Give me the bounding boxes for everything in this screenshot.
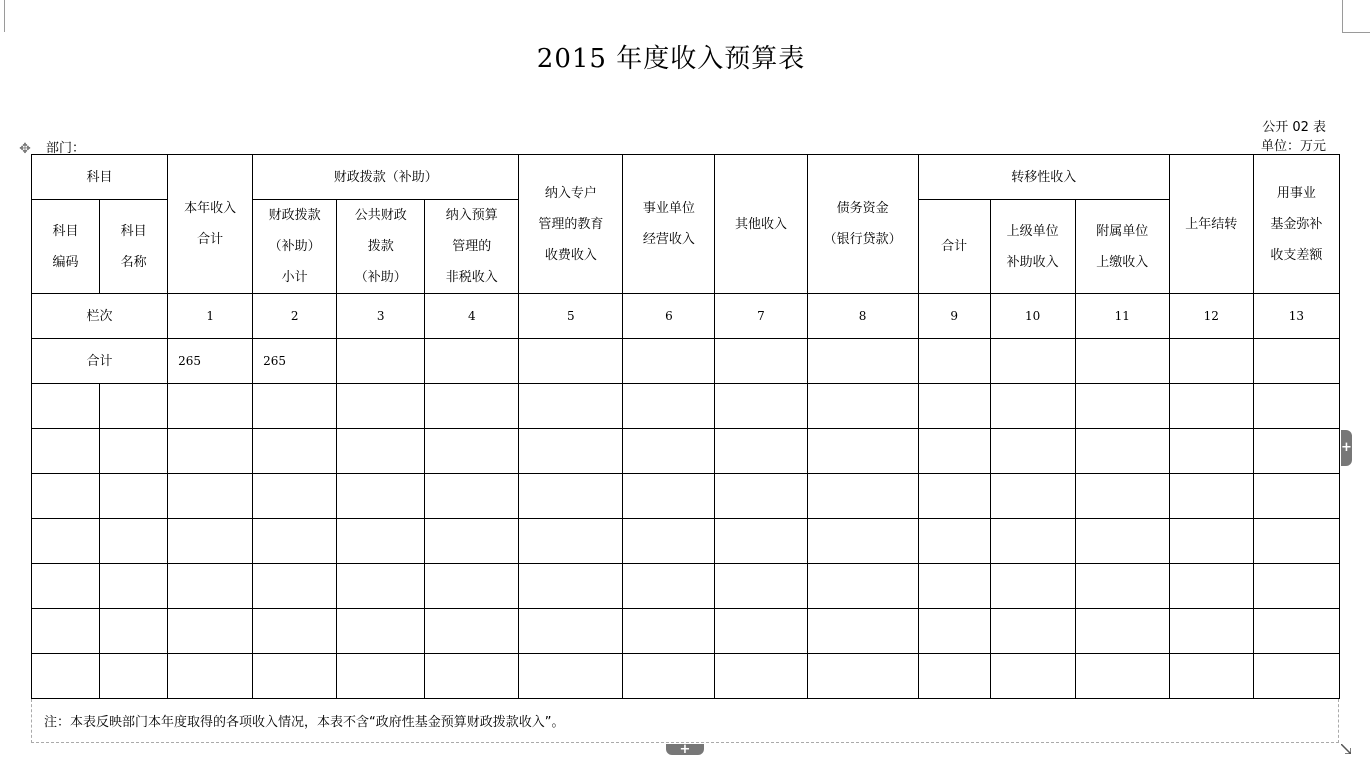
table-cell[interactable] (1075, 564, 1169, 609)
column-number-cell: 5 (519, 294, 623, 339)
table-cell[interactable] (715, 519, 807, 564)
table-cell[interactable] (715, 564, 807, 609)
table-cell[interactable] (1075, 384, 1169, 429)
table-cell[interactable] (32, 429, 100, 474)
header-transfer-total: 合计 (918, 200, 990, 294)
move-arrows-icon[interactable]: ✥ (19, 141, 31, 157)
table-cell[interactable] (990, 429, 1075, 474)
header-subject-name: 科目 名称 (100, 200, 168, 294)
table-cell[interactable] (990, 609, 1075, 654)
column-number-cell: 8 (807, 294, 918, 339)
table-cell[interactable] (519, 519, 623, 564)
plus-icon[interactable]: + (1341, 430, 1352, 466)
header-other-income: 其他收入 (715, 155, 807, 294)
total-value-cell[interactable] (990, 339, 1075, 384)
total-value-cell[interactable] (623, 339, 715, 384)
table-cell[interactable] (253, 384, 337, 429)
table-cell[interactable] (807, 609, 918, 654)
total-value-cell[interactable] (1169, 339, 1253, 384)
table-cell[interactable] (990, 384, 1075, 429)
table-cell[interactable] (807, 654, 918, 699)
total-value-cell[interactable] (519, 339, 623, 384)
table-cell[interactable] (32, 654, 100, 699)
total-value-cell[interactable] (715, 339, 807, 384)
table-cell[interactable] (715, 384, 807, 429)
table-cell[interactable] (715, 474, 807, 519)
table-cell[interactable] (425, 564, 519, 609)
table-cell[interactable] (425, 429, 519, 474)
header-debt-funds: 债务资金 （银行贷款） (807, 155, 918, 294)
total-value-cell[interactable] (425, 339, 519, 384)
column-number-cell: 1 (168, 294, 253, 339)
table-cell[interactable] (807, 474, 918, 519)
header-total-income: 本年收入 合计 (168, 155, 253, 294)
table-cell[interactable] (100, 564, 168, 609)
table-cell[interactable] (715, 654, 807, 699)
table-cell[interactable] (425, 474, 519, 519)
table-cell[interactable] (1169, 654, 1253, 699)
table-cell[interactable] (918, 519, 990, 564)
table-cell[interactable] (425, 654, 519, 699)
table-cell[interactable] (990, 519, 1075, 564)
table-cell[interactable] (807, 519, 918, 564)
table-cell[interactable] (425, 384, 519, 429)
column-row-label: 栏次 (32, 294, 168, 339)
table-cell[interactable] (253, 654, 337, 699)
table-cell[interactable] (337, 564, 425, 609)
table-cell[interactable] (715, 429, 807, 474)
header-business-income: 事业单位 经营收入 (623, 155, 715, 294)
column-number-cell: 11 (1075, 294, 1169, 339)
table-row (32, 474, 1340, 519)
table-cell[interactable] (1075, 429, 1169, 474)
table-cell[interactable] (100, 429, 168, 474)
table-cell[interactable] (253, 564, 337, 609)
table-cell[interactable] (918, 609, 990, 654)
total-value-cell[interactable] (337, 339, 425, 384)
table-cell[interactable] (253, 519, 337, 564)
table-cell[interactable] (100, 474, 168, 519)
table-cell[interactable] (918, 384, 990, 429)
table-cell[interactable] (807, 429, 918, 474)
table-cell[interactable] (168, 474, 253, 519)
table-cell[interactable] (100, 654, 168, 699)
table-cell[interactable] (1169, 564, 1253, 609)
header-transfer-income: 转移性收入 (918, 155, 1169, 200)
table-cell[interactable] (519, 564, 623, 609)
table-cell[interactable] (1169, 474, 1253, 519)
table-cell[interactable] (623, 654, 715, 699)
page-corner-mark-right (1342, 0, 1370, 33)
table-cell[interactable] (1253, 384, 1339, 429)
table-cell[interactable] (715, 609, 807, 654)
total-value-cell[interactable] (1253, 339, 1339, 384)
table-cell[interactable] (337, 654, 425, 699)
column-number-cell: 12 (1169, 294, 1253, 339)
table-cell[interactable] (337, 474, 425, 519)
table-cell[interactable] (32, 384, 100, 429)
table-cell[interactable] (253, 429, 337, 474)
budget-table (31, 154, 1340, 699)
header-public-fiscal: 公共财政 拨款 （补助） (337, 200, 425, 294)
department-label: 部门： (46, 141, 86, 156)
total-value-cell[interactable]: 265 (168, 339, 253, 384)
column-number-cell: 13 (1253, 294, 1339, 339)
table-cell[interactable] (1075, 474, 1169, 519)
table-cell[interactable] (519, 609, 623, 654)
total-row-label: 合计 (32, 339, 168, 384)
table-cell[interactable] (168, 654, 253, 699)
table-cell[interactable] (1253, 429, 1339, 474)
header-education-fees: 纳入专户 管理的教育 收费收入 (519, 155, 623, 294)
table-cell[interactable] (519, 474, 623, 519)
total-value-cell[interactable]: 265 (253, 339, 337, 384)
total-value-cell[interactable] (918, 339, 990, 384)
table-cell[interactable] (32, 474, 100, 519)
table-cell[interactable] (168, 519, 253, 564)
table-cell[interactable] (807, 384, 918, 429)
note-box (31, 699, 1339, 743)
header-prior-year-balance: 上年结转 (1169, 155, 1253, 294)
table-cell[interactable] (1169, 519, 1253, 564)
table-cell[interactable] (918, 654, 990, 699)
total-value-cell[interactable] (1075, 339, 1169, 384)
table-cell[interactable] (32, 519, 100, 564)
column-number-cell: 2 (253, 294, 337, 339)
table-cell[interactable] (623, 384, 715, 429)
column-number-cell: 3 (337, 294, 425, 339)
header-fiscal-allocation: 财政拨款（补助） (253, 155, 519, 200)
table-cell[interactable] (918, 564, 990, 609)
header-fiscal-subtotal: 财政拨款 （补助） 小计 (253, 200, 337, 294)
table-cell[interactable] (168, 609, 253, 654)
table-row (32, 564, 1340, 609)
table-row (32, 429, 1340, 474)
table-cell[interactable] (337, 384, 425, 429)
page-title: 2015 年度收入预算表 (536, 44, 806, 74)
header-subject-code: 科目 编码 (32, 200, 100, 294)
column-number-cell: 7 (715, 294, 807, 339)
table-cell[interactable] (519, 654, 623, 699)
table-row (32, 519, 1340, 564)
table-cell[interactable] (1075, 609, 1169, 654)
table-cell[interactable] (1253, 654, 1339, 699)
header-superior-subsidy: 上级单位 补助收入 (990, 200, 1075, 294)
table-cell[interactable] (168, 384, 253, 429)
form-code: 公开 02 表 (1262, 120, 1326, 135)
column-number-cell: 10 (990, 294, 1075, 339)
table-row (32, 654, 1340, 699)
table-cell[interactable] (623, 564, 715, 609)
table-cell[interactable] (519, 384, 623, 429)
table-cell[interactable] (1075, 519, 1169, 564)
table-cell[interactable] (1253, 609, 1339, 654)
table-cell[interactable] (1169, 384, 1253, 429)
table-cell[interactable] (918, 429, 990, 474)
column-number-cell: 6 (623, 294, 715, 339)
table-cell[interactable] (1253, 474, 1339, 519)
table-cell[interactable] (32, 564, 100, 609)
table-cell[interactable] (1253, 519, 1339, 564)
table-cell[interactable] (100, 609, 168, 654)
table-cell[interactable] (425, 519, 519, 564)
table-cell[interactable] (519, 429, 623, 474)
table-cell[interactable] (623, 609, 715, 654)
table-cell[interactable] (32, 609, 100, 654)
table-cell[interactable] (337, 519, 425, 564)
table-row (32, 609, 1340, 654)
column-number-cell: 4 (425, 294, 519, 339)
table-note: 注：本表反映部门本年度取得的各项收入情况，本表不含“政府性基金预算财政拨款收入”。 (44, 715, 565, 730)
table-cell[interactable] (100, 384, 168, 429)
header-non-tax: 纳入预算 管理的 非税收入 (425, 200, 519, 294)
header-affiliated-income: 附属单位 上缴收入 (1075, 200, 1169, 294)
table-row (32, 384, 1340, 429)
table-cell[interactable] (990, 564, 1075, 609)
table-cell[interactable] (168, 564, 253, 609)
column-number-row (32, 294, 1340, 339)
table-cell[interactable] (1169, 609, 1253, 654)
table-cell[interactable] (807, 564, 918, 609)
resize-handle-icon[interactable] (1341, 744, 1351, 754)
table-cell[interactable] (100, 519, 168, 564)
table-cell[interactable] (918, 474, 990, 519)
table-cell[interactable] (337, 609, 425, 654)
table-cell[interactable] (623, 474, 715, 519)
header-subject: 科目 (32, 155, 168, 200)
table-cell[interactable] (990, 654, 1075, 699)
table-cell[interactable] (168, 429, 253, 474)
table-cell[interactable] (623, 519, 715, 564)
table-cell[interactable] (1075, 654, 1169, 699)
unit-label: 单位：万元 (1260, 139, 1326, 154)
table-cell[interactable] (623, 429, 715, 474)
column-number-cell: 9 (918, 294, 990, 339)
table-cell[interactable] (990, 474, 1075, 519)
table-cell[interactable] (425, 609, 519, 654)
total-row (32, 339, 1340, 384)
table-cell[interactable] (253, 609, 337, 654)
table-cell[interactable] (337, 429, 425, 474)
table-cell[interactable] (1169, 429, 1253, 474)
header-fund-offset: 用事业 基金弥补 收支差额 (1253, 155, 1339, 294)
page-corner-mark-left (0, 0, 5, 32)
table-cell[interactable] (1253, 564, 1339, 609)
plus-icon[interactable]: + (666, 744, 704, 755)
total-value-cell[interactable] (807, 339, 918, 384)
table-cell[interactable] (253, 474, 337, 519)
